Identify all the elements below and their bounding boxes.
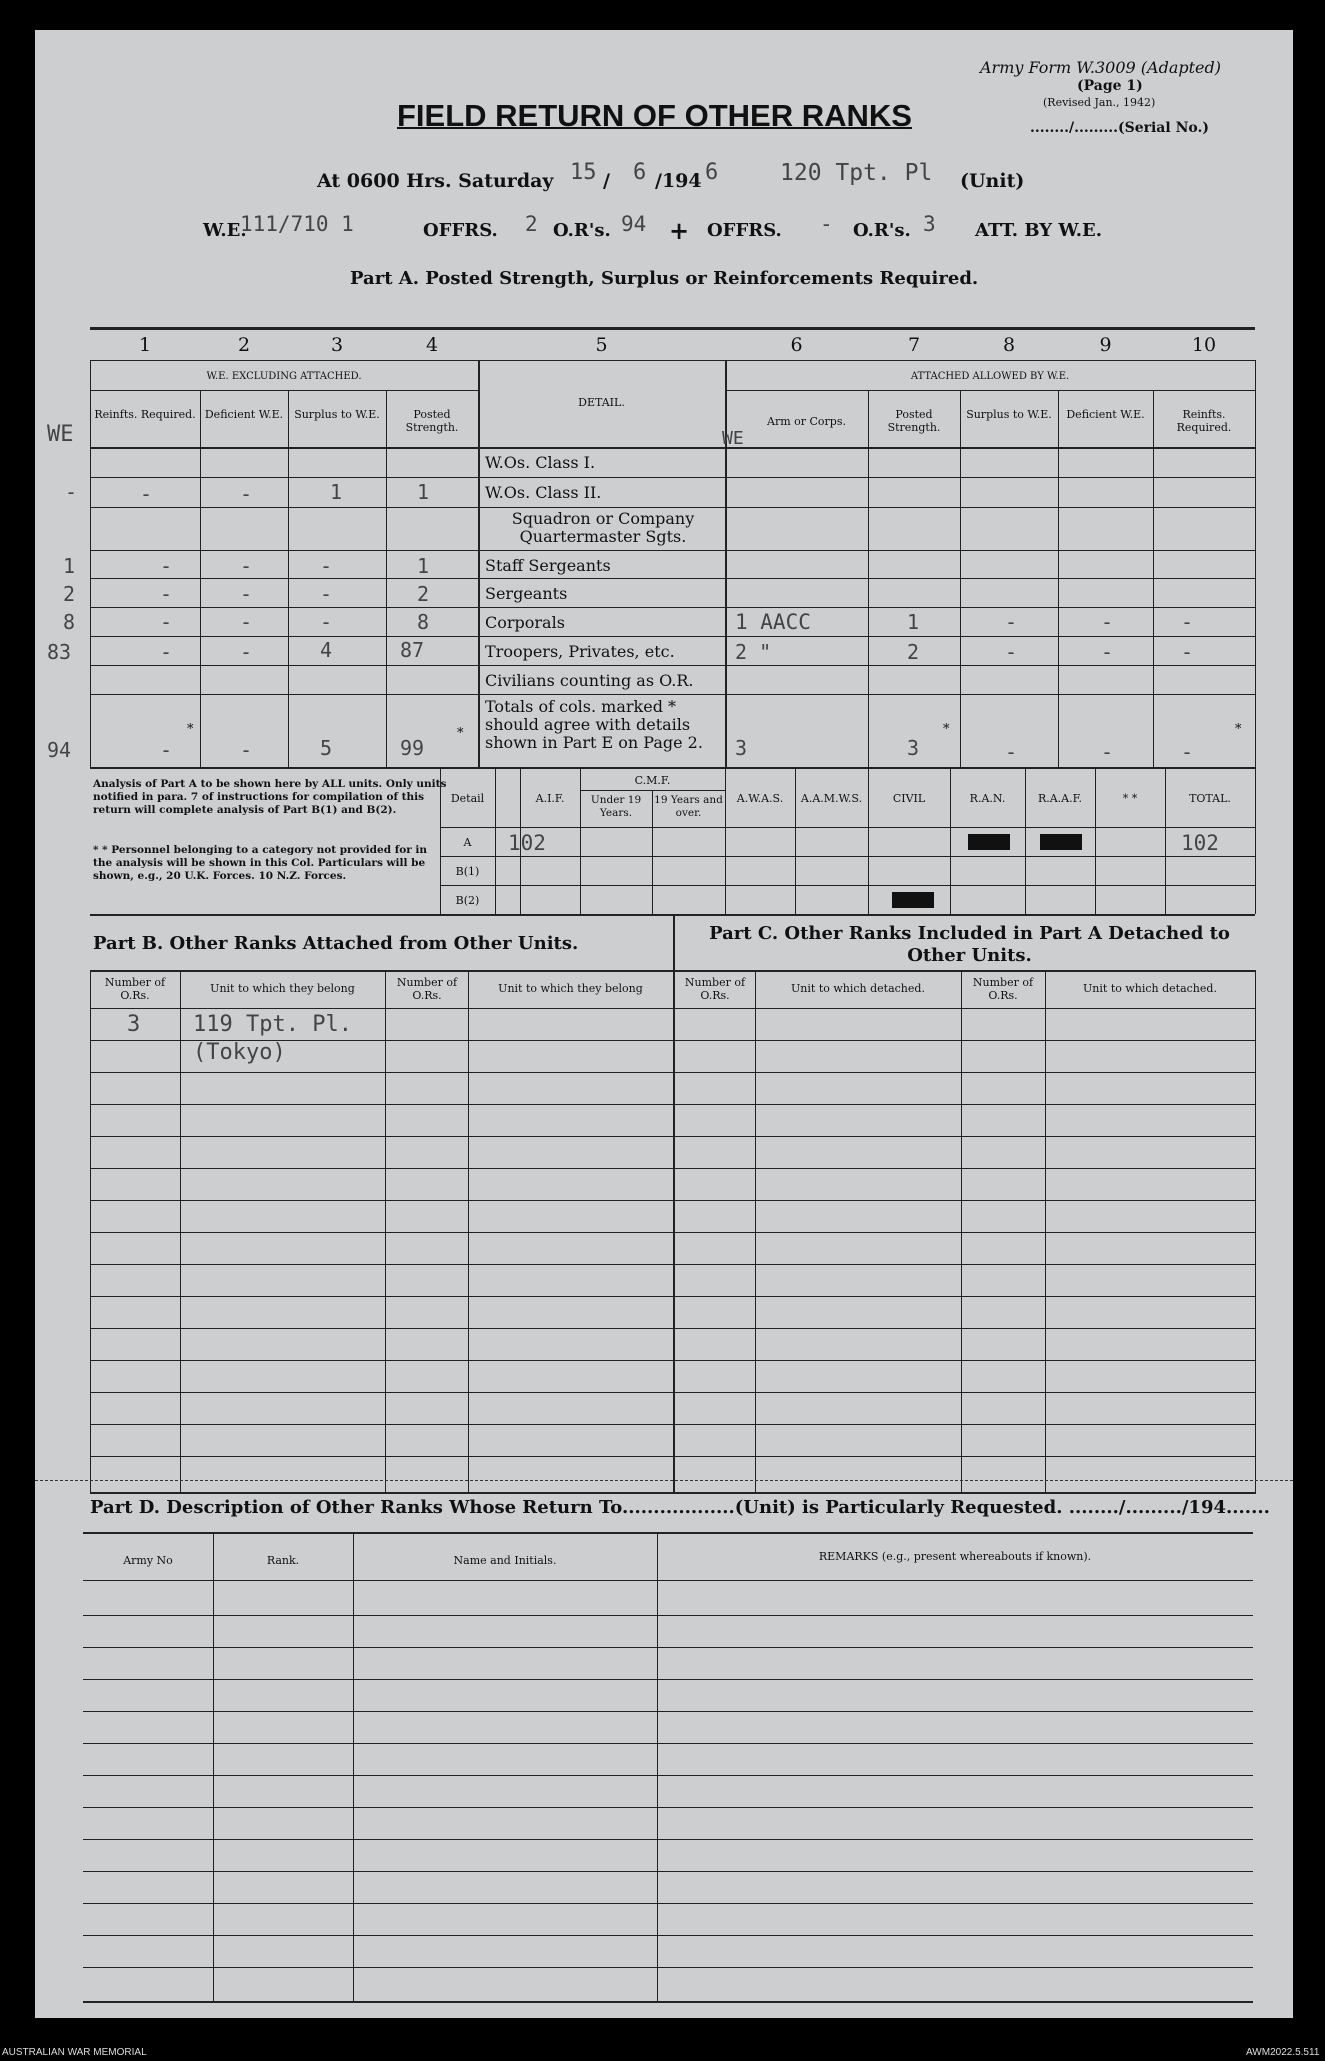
detail-staff-sgt: Staff Sergeants [485, 556, 611, 575]
b-entry-unit-line2: (Tokyo) [193, 1040, 286, 1065]
cell-value: - [320, 554, 333, 578]
plus-sign: + [669, 216, 690, 245]
army-no-header: Army No [123, 1554, 173, 1567]
redaction-mark [892, 892, 934, 908]
col-header: Arm or Corps. [767, 415, 846, 428]
cell-value: - [240, 554, 253, 578]
civil-header: CIVIL [892, 792, 926, 805]
cell-value: 1 AACC [735, 610, 811, 634]
c-unit-header: Unit to which detached. [791, 982, 925, 995]
army-form-label: Army Form W.3009 (Adapted) [980, 58, 1222, 77]
remarks-header: REMARKS (e.g., present whereabouts if known). [818, 1550, 1092, 1563]
at-hrs-label: At 0600 Hrs. Saturday [317, 170, 554, 192]
col-number: 10 [1191, 334, 1217, 356]
a-total-value: 102 [1181, 831, 1219, 855]
margin-we: WE [47, 422, 74, 447]
cell-value: - [1181, 610, 1194, 634]
awas-header: A.W.A.S. [736, 792, 784, 805]
margin-value: - [65, 480, 78, 504]
detail-sgt: Sergeants [485, 584, 568, 603]
footer-right: AWM2022.5.511 [1246, 2047, 1320, 2058]
under19-header: Under 19 Years. [590, 794, 642, 819]
cell-value: 8 [417, 610, 430, 634]
row-b1-label: B(1) [455, 865, 480, 878]
star-mark: * [1235, 722, 1242, 737]
ors-value: 94 [621, 212, 647, 236]
c-num-header: Number of O.Rs. [684, 976, 746, 1002]
raaf-header: R.A.A.F. [1037, 792, 1083, 805]
total-value: 5 [320, 736, 333, 760]
cell-value: 4 [320, 638, 333, 662]
cell-value: - [320, 582, 333, 606]
cell-value: - [140, 482, 153, 506]
cell-value: - [1005, 640, 1018, 664]
detail-totals: Totals of cols. marked * should agree with details shown in Part E on Page 2. [485, 697, 703, 752]
part-a-title: Part A. Posted Strength, Surplus or Reinforcements Required. [350, 268, 979, 289]
cell-value: - [240, 482, 253, 506]
cell-value: 1 [330, 480, 343, 504]
total-value: 3 [735, 736, 748, 760]
cell-value: - [160, 640, 173, 664]
unit-value: 120 Tpt. Pl [780, 160, 933, 186]
cell-value: 1 [417, 480, 430, 504]
detail-cpl: Corporals [485, 613, 565, 632]
col-header: Posted Strength. [405, 408, 459, 434]
b-entry-num: 3 [127, 1012, 141, 1037]
ors-label: O.R's. [553, 220, 611, 241]
col-number: 5 [595, 334, 608, 356]
detail-civ: Civilians counting as O.R. [485, 671, 694, 690]
b-unit-header-2: Unit to which they belong [498, 982, 643, 995]
col-number: 9 [1099, 334, 1112, 356]
aamws-header: A.A.M.W.S. [800, 792, 863, 805]
cell-value: 87 [400, 638, 425, 662]
cell-value: - [160, 582, 173, 606]
total-value: - [240, 738, 253, 762]
margin-total: 94 [47, 738, 72, 762]
cell-value: - [160, 610, 173, 634]
star-mark: * [943, 722, 950, 737]
col-number: 8 [1002, 334, 1016, 356]
row-a-label: A [463, 836, 472, 849]
col-header: Deficient W.E. [1066, 408, 1145, 421]
b-entry-unit: 119 Tpt. Pl. [193, 1012, 352, 1037]
star-mark: * [457, 726, 464, 741]
group-header-left: W.E. EXCLUDING ATTACHED. [206, 371, 362, 382]
col-number: 4 [425, 334, 439, 356]
detail-header: DETAIL. [578, 396, 625, 409]
att-label: ATT. BY W.E. [975, 220, 1103, 241]
col-header: Deficient W.E. [204, 408, 284, 421]
cell-value: - [1005, 610, 1018, 634]
we-value: 111/710 1 [240, 212, 354, 236]
form-paper [35, 30, 1293, 2018]
cell-value: - [240, 582, 253, 606]
cell-value: 2 [907, 640, 920, 664]
analysis-note-2: * * Personnel belonging to a category not provided for in the analysis will be shown in this Col. Particulars will be shown, e.g., 20 U.K. Forces. 10 N.Z. Forces. [93, 844, 428, 882]
name-header: Name and Initials. [453, 1554, 557, 1567]
date-day: 15 [570, 160, 597, 185]
page-label: (Page 1) [1077, 78, 1143, 94]
cell-value: - [1101, 640, 1114, 664]
total-value: - [1005, 740, 1018, 764]
ors2-label: O.R's. [853, 220, 911, 241]
aif-header: A.I.F. [535, 792, 565, 805]
detail-wo1: W.Os. Class I. [485, 453, 596, 472]
margin-value: 2 [63, 582, 76, 606]
cell-value: - [1101, 610, 1114, 634]
offrs-label: OFFRS. [423, 220, 498, 241]
cmf-header: C.M.F. [634, 774, 671, 787]
ors2-value: 3 [923, 212, 936, 236]
total-value: - [160, 738, 173, 762]
row-b2-label: B(2) [455, 894, 480, 907]
total-value: 99 [400, 736, 425, 760]
part-c-title: Part C. Other Ranks Included in Part A Detached to Other Units. [709, 923, 1230, 966]
page-title: FIELD RETURN OF OTHER RANKS [397, 98, 912, 133]
star-mark: * [187, 722, 194, 737]
cell-value: - [240, 640, 253, 664]
col-number: 7 [907, 334, 921, 356]
redaction-mark [1040, 834, 1082, 850]
detail-wo2: W.Os. Class II. [485, 483, 602, 502]
cell-value: 2 " [735, 640, 772, 664]
redaction-mark [968, 834, 1010, 850]
cell-value: - [1181, 640, 1194, 664]
footer-left: AUSTRALIAN WAR MEMORIAL [2, 2047, 147, 2058]
date-month: 6 [633, 160, 647, 185]
analysis-detail-header: Detail [450, 792, 485, 805]
col-header: Surplus to W.E. [966, 408, 1052, 421]
cut-line [35, 1480, 1293, 1481]
total-value: - [1101, 740, 1114, 764]
margin-value: 1 [63, 554, 76, 578]
offrs2-value: - [820, 212, 833, 236]
cell-value: 2 [417, 582, 430, 606]
col6-we: WE [722, 428, 744, 449]
col-number: 1 [138, 334, 152, 356]
col-header: Surplus to W.E. [294, 408, 380, 421]
revised-label: (Revised Jan., 1942) [1043, 96, 1156, 109]
part-d-title: Part D. Description of Other Ranks Whose Return To..................(Unit) is Particularly Requested. ......../........./194....... [90, 1497, 1270, 1518]
ran-header: R.A.N. [969, 792, 1006, 805]
detail-cqms: Squadron or Company Quartermaster Sgts. [511, 509, 695, 546]
cell-value: 1 [907, 610, 920, 634]
cell-value: - [320, 610, 333, 634]
part-b-title: Part B. Other Ranks Attached from Other Units. [93, 933, 579, 954]
col-number: 6 [790, 334, 803, 356]
group-header-right: ATTACHED ALLOWED BY W.E. [910, 371, 1070, 382]
col-number: 2 [237, 334, 251, 356]
serial-label: ......../.........(Serial No.) [1030, 120, 1209, 136]
c-num-header-2: Number of O.Rs. [972, 976, 1034, 1002]
date-year-prefix: /194 [655, 170, 702, 192]
margin-value: 8 [63, 610, 76, 634]
col-header: Reinfts. Required. [94, 408, 196, 421]
a-aif-value: 102 [508, 831, 546, 855]
total-value: - [1181, 740, 1194, 764]
other-header: * * [1122, 792, 1138, 805]
we-label: W.E. [203, 220, 247, 241]
cell-value: - [240, 610, 253, 634]
b-unit-header: Unit to which they belong [210, 982, 355, 995]
col-number: 3 [330, 334, 344, 356]
date-sep: / [603, 170, 610, 192]
cell-value: 1 [417, 554, 430, 578]
b-num-header: Number of O.Rs. [104, 976, 166, 1002]
offrs-value: 2 [525, 212, 538, 236]
cell-value: - [160, 554, 173, 578]
unit-label: (Unit) [960, 170, 1025, 192]
date-year: 6 [705, 160, 719, 185]
over19-header: 19 Years and over. [654, 794, 723, 819]
offrs2-label: OFFRS. [707, 220, 782, 241]
detail-pte: Troopers, Privates, etc. [485, 642, 675, 661]
c-unit-header-2: Unit to which detached. [1083, 982, 1217, 995]
total-value: 3 [907, 736, 920, 760]
margin-value: 83 [47, 640, 72, 664]
analysis-note: Analysis of Part A to be shown here by ALL units. Only units notified in para. 7 of instructions for compilation of this return will complete analysis of Part B(1) and B(2). [93, 778, 447, 816]
total-header: TOTAL. [1189, 792, 1231, 805]
rank-header: Rank. [266, 1554, 300, 1567]
col-header: Reinfts. Required. [1176, 408, 1232, 434]
b-num-header-2: Number of O.Rs. [396, 976, 458, 1002]
col-header: Posted Strength. [887, 408, 941, 434]
